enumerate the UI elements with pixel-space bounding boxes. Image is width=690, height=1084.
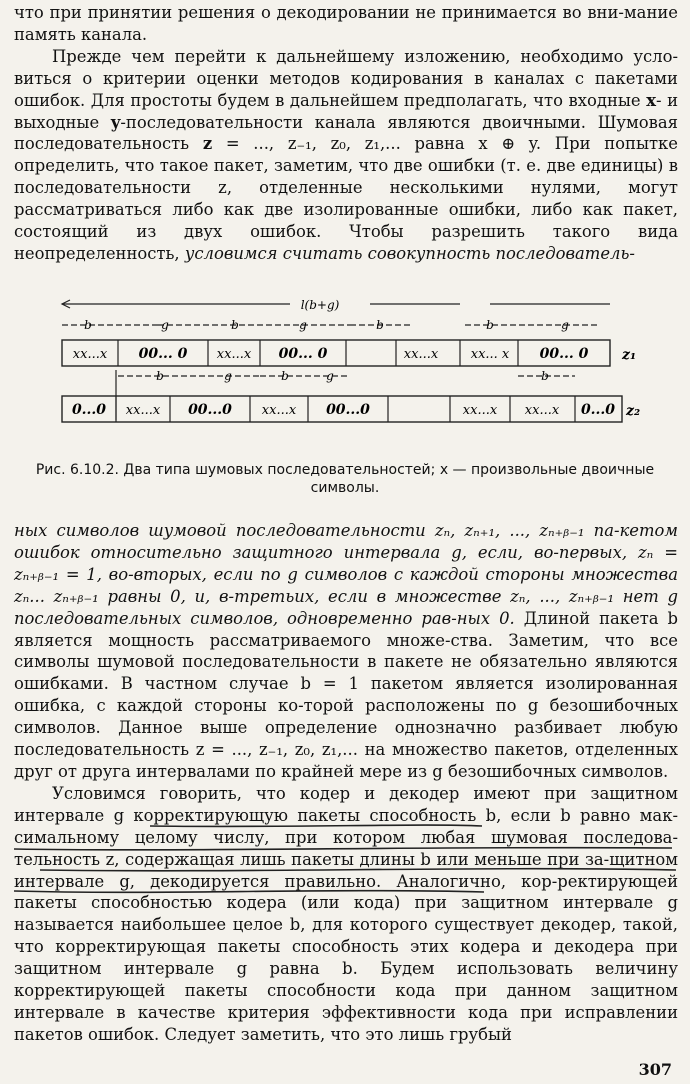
- paragraph-criteria: Прежде чем перейти к дальнейшему изложению, необходимо усло-виться о критерии оценки методов кодирования в каналах с пакетами ошибок. Для простоты будем в дальнейшем предполагать, что входные x- и выходные y-последовательности канала являются двоичными. Шумовая последовательность z = ..., z₋₁, z₀, z₁,... равна x ⊕ y. При попытке определить, что такое пакет, заметим, что две ошибки (т. е. две единицы) в последовательности z, отделенные несколькими нулями, могут рассматриваться либо как две изолированные ошибки, либо как пакет, состоящий из двух ошибок. Чтобы разрешить такого вида неопределенность, условимся считать совокупность последователь-: [14, 46, 679, 263]
- text-top: [14, 2, 678, 265]
- row2-tag: z₂: [626, 403, 641, 419]
- page-number: 307: [638, 1060, 672, 1079]
- row1-tag: z₁: [622, 347, 637, 363]
- row2-cell-8: 0...0: [580, 402, 616, 418]
- interval-label-g5: g: [326, 369, 334, 383]
- row1-cell-6: xx... x: [470, 347, 510, 362]
- row2-cell-1: 0...0: [71, 402, 107, 418]
- paragraph-continuation: что при принятии решения о декодировании не принимается во вни-мание память канала.: [14, 3, 678, 44]
- interval-label-b2: b: [231, 318, 239, 332]
- paragraph-burst-definition: ных символов шумовой последовательности zₙ, zₙ₊₁, ..., zₙ₊ᵦ₋₁ па-кетом ошибок относительно защитного интервала g, если, во-первых, zₙ = zₙ₊ᵦ₋₁ = 1, во-вторых, если по g символов с каждой стороны множества zₙ... zₙ₊ᵦ₋₁ равны 0, и, в-третьих, если в множестве zₙ, ..., zₙ₊ᵦ₋₁ нет g последовательных символов, одновременно рав-ных 0. Длиной пакета b является мощность рассматриваемого множе-ства. Заметим, что все символы шумовой последовательности в пакете не обязательно являются ошибками. В частном случае b = 1 пакетом является изолированная ошибка, с каждой стороны ко-торой расположены по g безошибочных символов. Данное выше определение однозначно разбивает любую последовательность z = ..., z₋₁, z₀, z₁,... на множество пакетов, отделенных друг от друга интервалами по крайней мере из g безошибочных символов.: [14, 521, 679, 781]
- row1-cell-1: xx...x: [72, 347, 108, 362]
- row2-cell-5: 00...0: [326, 402, 370, 418]
- figure-caption: Рис. 6.10.2. Два типа шумовых последовательностей; x — произвольные двоичные символы.: [35, 462, 655, 496]
- interval-label-b7: b: [541, 369, 549, 383]
- interval-label-g3: g: [561, 318, 569, 332]
- row1-cell-2: 00... 0: [138, 346, 188, 362]
- interval-label-b6: b: [281, 369, 289, 383]
- interval-label-g1: g: [161, 318, 169, 332]
- row1-cell-4: 00... 0: [278, 346, 328, 362]
- row1-cell-7: 00... 0: [539, 346, 589, 362]
- row1-cell-3: xx...x: [216, 347, 252, 362]
- top-length-label: l(b+g): [300, 298, 340, 312]
- noise-sequence-figure: [40, 292, 660, 452]
- paragraph-correcting-ability: Условимся говорить, что кодер и декодер имеют при защитном интервале g корректирующую пакеты способность b, если b равно мак-симальному целому числу, при котором любая шумовая последова-тельность z, содержащая лишь пакеты длины b или меньше при за-щитном интервале g, декодируется правильно. Аналогично, кор-ректирующей пакеты способностью кодера (или кода) при защитном интервале g называется наибольшее целое b, для которого существует декодер, такой, что корректирующая пакеты способность этих кодера и декодера при защитном интервале g равна b. Будем использовать величину корректирующей пакеты способности кода при данном защитном интервале в качестве критерия эффективности кода при исправлении пакетов ошибок. Следует заметить, что это лишь грубый: [14, 783, 678, 1044]
- interval-label-b5: b: [156, 369, 164, 383]
- row2-cell-6: xx...x: [462, 403, 498, 418]
- row2-cell-4: xx...x: [261, 403, 297, 418]
- interval-label-b4: b: [486, 318, 494, 332]
- interval-label-b3: b: [376, 318, 384, 332]
- interval-label-g2: g: [299, 318, 307, 332]
- row2-cell-7: xx...x: [524, 403, 560, 418]
- row1-cell-5: xx...x: [403, 347, 439, 362]
- interval-label-b1: b: [84, 318, 92, 332]
- text-bottom: [14, 520, 678, 1046]
- interval-label-g4: g: [224, 369, 232, 383]
- row2-cell-3: 00...0: [188, 402, 232, 418]
- row2-cell-2: xx...x: [125, 403, 161, 418]
